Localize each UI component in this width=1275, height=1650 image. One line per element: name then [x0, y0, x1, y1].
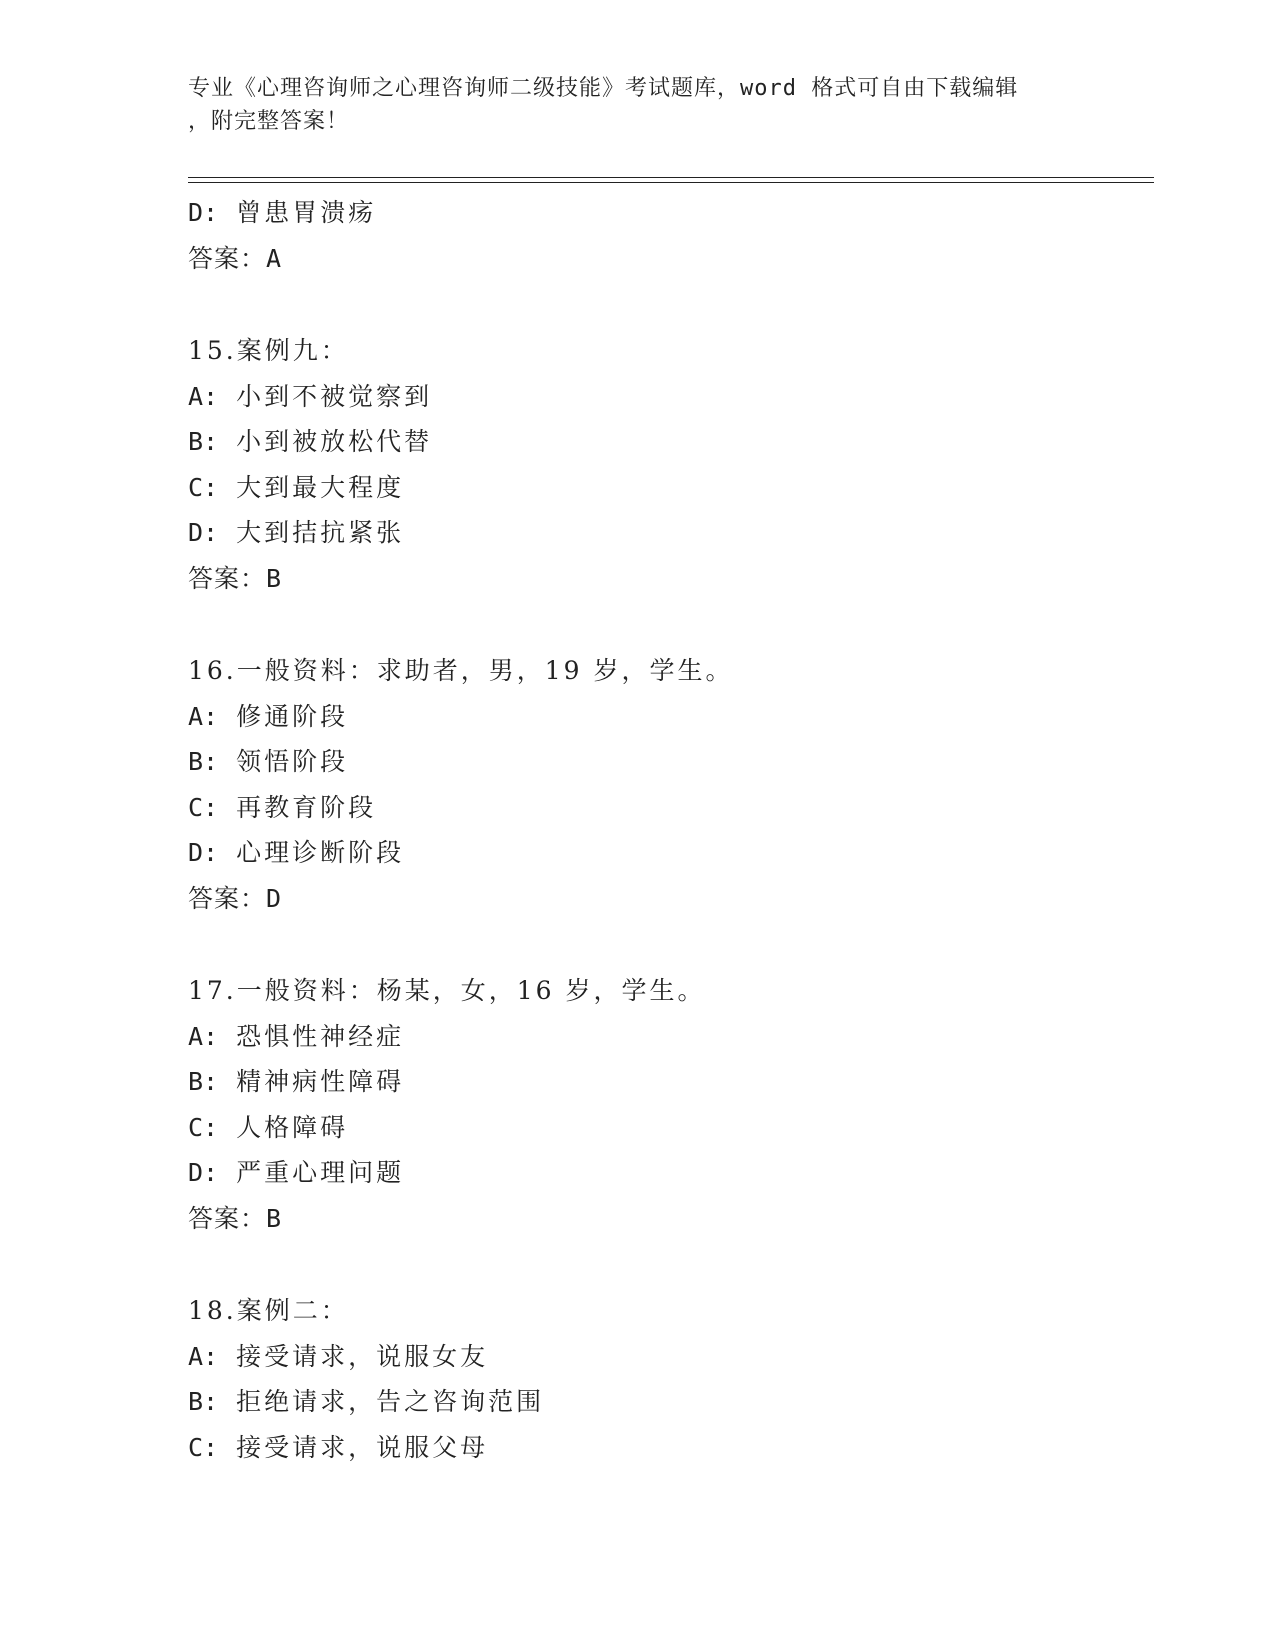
question-stem: 16.一般资料：求助者，男，19 岁，学生。 [188, 656, 734, 685]
option-label: B: [188, 1067, 219, 1096]
option-label: C: [188, 1112, 219, 1142]
header-line-2: ，附完整答案！ [188, 109, 350, 134]
option-label: A: [188, 381, 219, 411]
question-list [188, 190, 1148, 1470]
answer-line [188, 876, 1148, 922]
option-b [188, 419, 1148, 465]
option-c [188, 785, 1148, 831]
answer-label: 答案： [188, 243, 267, 273]
option-c [188, 465, 1148, 511]
option-text: 大到拮抗紧张 [236, 518, 405, 547]
option-label: B: [188, 747, 219, 776]
option-label: D: [188, 198, 219, 227]
option-text: 小到被放松代替 [236, 427, 433, 456]
answer-label: 答案： [188, 1203, 267, 1233]
option-text: 修通阶段 [236, 701, 349, 731]
header-line-1: 专业《心理咨询师之心理咨询师二级技能》考试题库，word 格式可自由下载编辑 [188, 76, 1019, 101]
option-label: A: [188, 1341, 219, 1371]
option-b [188, 1379, 1148, 1425]
question-stem: 18.案例二： [188, 1296, 349, 1325]
option-text: 曾患胃溃疡 [236, 198, 377, 227]
option-b [188, 739, 1148, 785]
option-label: A: [188, 701, 219, 731]
header-rule-top [188, 177, 1154, 178]
option-text: 再教育阶段 [236, 792, 377, 822]
answer-value: B [266, 563, 283, 593]
option-text: 小到不被觉察到 [236, 381, 433, 411]
option-label: D: [188, 838, 219, 867]
option-text: 接受请求，说服父母 [236, 1432, 489, 1462]
option-d [188, 190, 1148, 236]
answer-value: D [266, 883, 283, 913]
option-text: 恐惧性神经症 [236, 1021, 405, 1051]
question-14 [188, 190, 1148, 281]
option-text: 接受请求，说服女友 [236, 1341, 489, 1371]
answer-value: A [266, 243, 283, 273]
option-text: 领悟阶段 [236, 747, 349, 776]
spacer [188, 1241, 1148, 1288]
option-text: 拒绝请求，告之咨询范围 [236, 1387, 545, 1416]
question-stem: 17.一般资料：杨某，女，16 岁，学生。 [188, 976, 706, 1005]
question-18 [188, 1288, 1148, 1470]
header-rule-bottom [188, 182, 1154, 183]
option-text: 人格障碍 [236, 1112, 349, 1142]
option-text: 严重心理问题 [236, 1158, 405, 1187]
page-header [188, 72, 1088, 138]
spacer [188, 281, 1148, 328]
question-stem: 15.案例九： [188, 336, 349, 365]
option-text: 大到最大程度 [236, 472, 405, 502]
answer-label: 答案： [188, 563, 267, 593]
option-a [188, 374, 1148, 420]
option-label: D: [188, 518, 219, 547]
answer-line [188, 556, 1148, 602]
option-label: B: [188, 427, 219, 456]
option-d [188, 510, 1148, 556]
question-15 [188, 328, 1148, 601]
option-label: C: [188, 1432, 219, 1462]
option-a [188, 694, 1148, 740]
option-label: B: [188, 1387, 219, 1416]
spacer [188, 601, 1148, 648]
option-c [188, 1105, 1148, 1151]
answer-line [188, 1196, 1148, 1242]
spacer [188, 921, 1148, 968]
option-d [188, 1150, 1148, 1196]
option-label: A: [188, 1021, 219, 1051]
question-17 [188, 968, 1148, 1241]
option-c [188, 1425, 1148, 1471]
answer-value: B [266, 1203, 283, 1233]
option-text: 心理诊断阶段 [236, 838, 405, 867]
option-label: D: [188, 1158, 219, 1187]
option-a [188, 1334, 1148, 1380]
answer-label: 答案： [188, 883, 267, 913]
option-label: C: [188, 792, 219, 822]
option-text: 精神病性障碍 [236, 1067, 405, 1096]
answer-line [188, 236, 1148, 282]
option-b [188, 1059, 1148, 1105]
option-label: C: [188, 472, 219, 502]
option-d [188, 830, 1148, 876]
option-a [188, 1014, 1148, 1060]
question-16 [188, 648, 1148, 921]
